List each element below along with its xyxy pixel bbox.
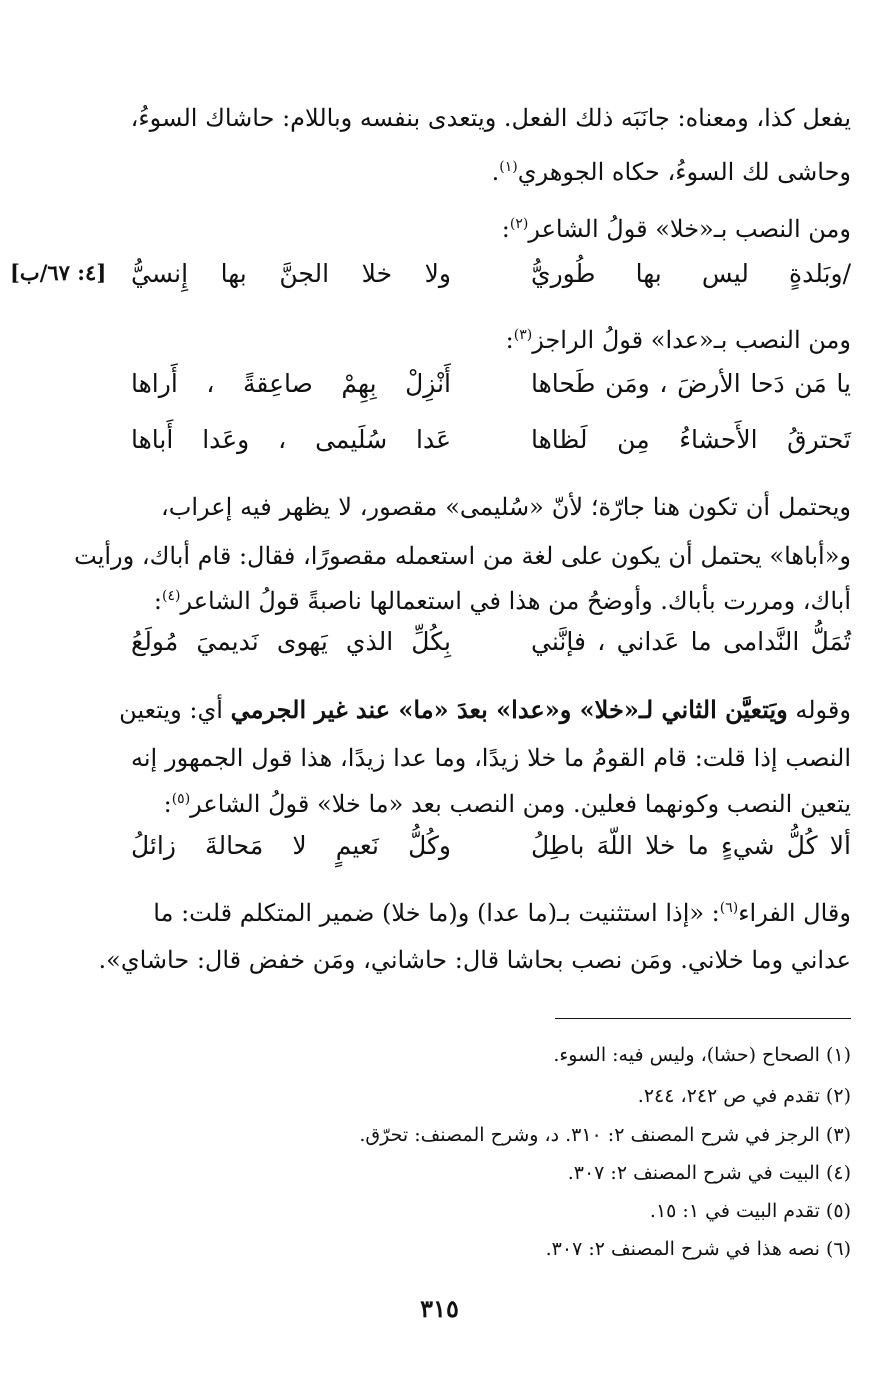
text-line: و«أباها» يحتمل أن يكون على لغة من استعمله مقصورًا، فقال: قام أباك، ورأيت [74,542,851,570]
footnote: (٦) نصه هذا في شرح المصنف ٢: ٣٠٧. [545,1238,851,1260]
verse-second-hemistich: بِكُلِّ الذي يَهوى نَديميَ مُولَعُ [131,627,451,656]
poetry-verse [131,824,851,868]
quoted-matn-text: ويَتعيَّن الثاني لـ«خلا» و«عدا» بعدَ «ما» عند غير الجرمي [230,695,788,724]
manuscript-folio-reference: [٤: ٦٧/ب] [10,260,107,285]
verse-first-hemistich: /وبَلدةٍ ليس بها طُوريُّ [531,259,851,288]
footnote-marker: (٤) [162,588,181,604]
verse-second-hemistich: وكُلُّ نَعيمٍ لا مَحالةَ زائلُ [131,831,451,860]
footnote-marker: (٢) [509,216,529,232]
verse-second-hemistich: ولا خلا الجنَّ بها إِنسيُّ [131,259,451,288]
footnote-marker: (٣) [513,327,533,343]
verse-second-hemistich: أَنْزِلْ بِهِمْ صاعِقةً ، أَراها [131,369,451,398]
poetry-verse [131,418,851,462]
text-line: النصب إذا قلت: قام القومُ ما خلا زيدًا، وما عدا زيدًا، هذا قول الجمهور إنه [131,744,851,772]
footnote-marker: (٥) [171,791,191,807]
verse-first-hemistich: يا مَن دَحا الأرضَ ، ومَن طَحاها [531,369,851,398]
page-number: ٣١٥ [420,1294,459,1323]
footnote: (١) الصحاح (حشا)، وليس فيه: السوء. [553,1044,851,1066]
text-line: أباك، ومررت بأباك. وأوضحُ من هذا في استعمالها ناصبةً قولُ الشاعر$^{(٤)}$: [153,587,851,615]
footnote-marker: (١) [499,159,518,175]
verse-first-hemistich: ألا كُلُّ شيءٍ ما خلا اللّهَ باطِلُ [531,831,851,860]
footnote-separator [555,1018,851,1019]
text-line: عداني وما خلاني. ومَن نصب بحاشا قال: حاشاني، ومَن خفض قال: حاشاي». [98,946,851,974]
text-line: يفعل كذا، ومعناه: جانَبَه ذلك الفعل. ويتعدى بنفسه وباللام: حاشاك السوءُ، [130,104,851,132]
footnote: (٤) البيت في شرح المصنف ٢: ٣٠٧. [567,1162,851,1184]
footnote: (٢) تقدم في ص ٢٤٢، ٢٤٤. [637,1085,851,1107]
text-line: ومن النصب بـ«عدا» قولُ الراجز$^{(٣)}$: [505,326,851,354]
poetry-verse [131,362,851,406]
poetry-verse [131,620,851,664]
footnote-marker: (٦) [719,900,739,916]
text-line: وحاشى لك السوءُ، حكاه الجوهري$^{(١)}$. [491,158,851,186]
verse-first-hemistich: تُمَلُّ النَّدامى ما عَداني ، فإنَّني [531,627,851,656]
footnote: (٥) تقدم البيت في ١: ١٥. [649,1200,851,1222]
poetry-verse [131,252,851,296]
verse-first-hemistich: تَحترقُ الأَحشاءُ مِن لَظاها [531,425,851,454]
footnote: (٣) الرجز في شرح المصنف ٢: ٣١٠. د، وشرح المصنف: تحرّق. [359,1124,851,1146]
text-line: ويحتمل أن تكون هنا جارّة؛ لأنّ «سُليمى» مقصور، لا يظهر فيه إعراب، [161,493,851,521]
text-line: ومن النصب بـ«خلا» قولُ الشاعر$^{(٢)}$: [501,215,851,243]
verse-second-hemistich: عَدا سُلَيمى ، وعَدا أَباها [131,425,451,454]
text-line: وقال الفراء$^{(٦)}$: «إذا استثنيت بـ(ما عدا) و(ما خلا) ضمير المتكلم قلت: ما [153,899,851,927]
text-line: وقوله ويَتعيَّن الثاني لـ«خلا» و«عدا» بعدَ «ما» عند غير الجرمي أي: ويتعين [119,695,851,724]
text-line: يتعين النصب وكونهما فعلين. ومن النصب بعد «ما خلا» قولُ الشاعر$^{(٥)}$: [163,790,851,818]
